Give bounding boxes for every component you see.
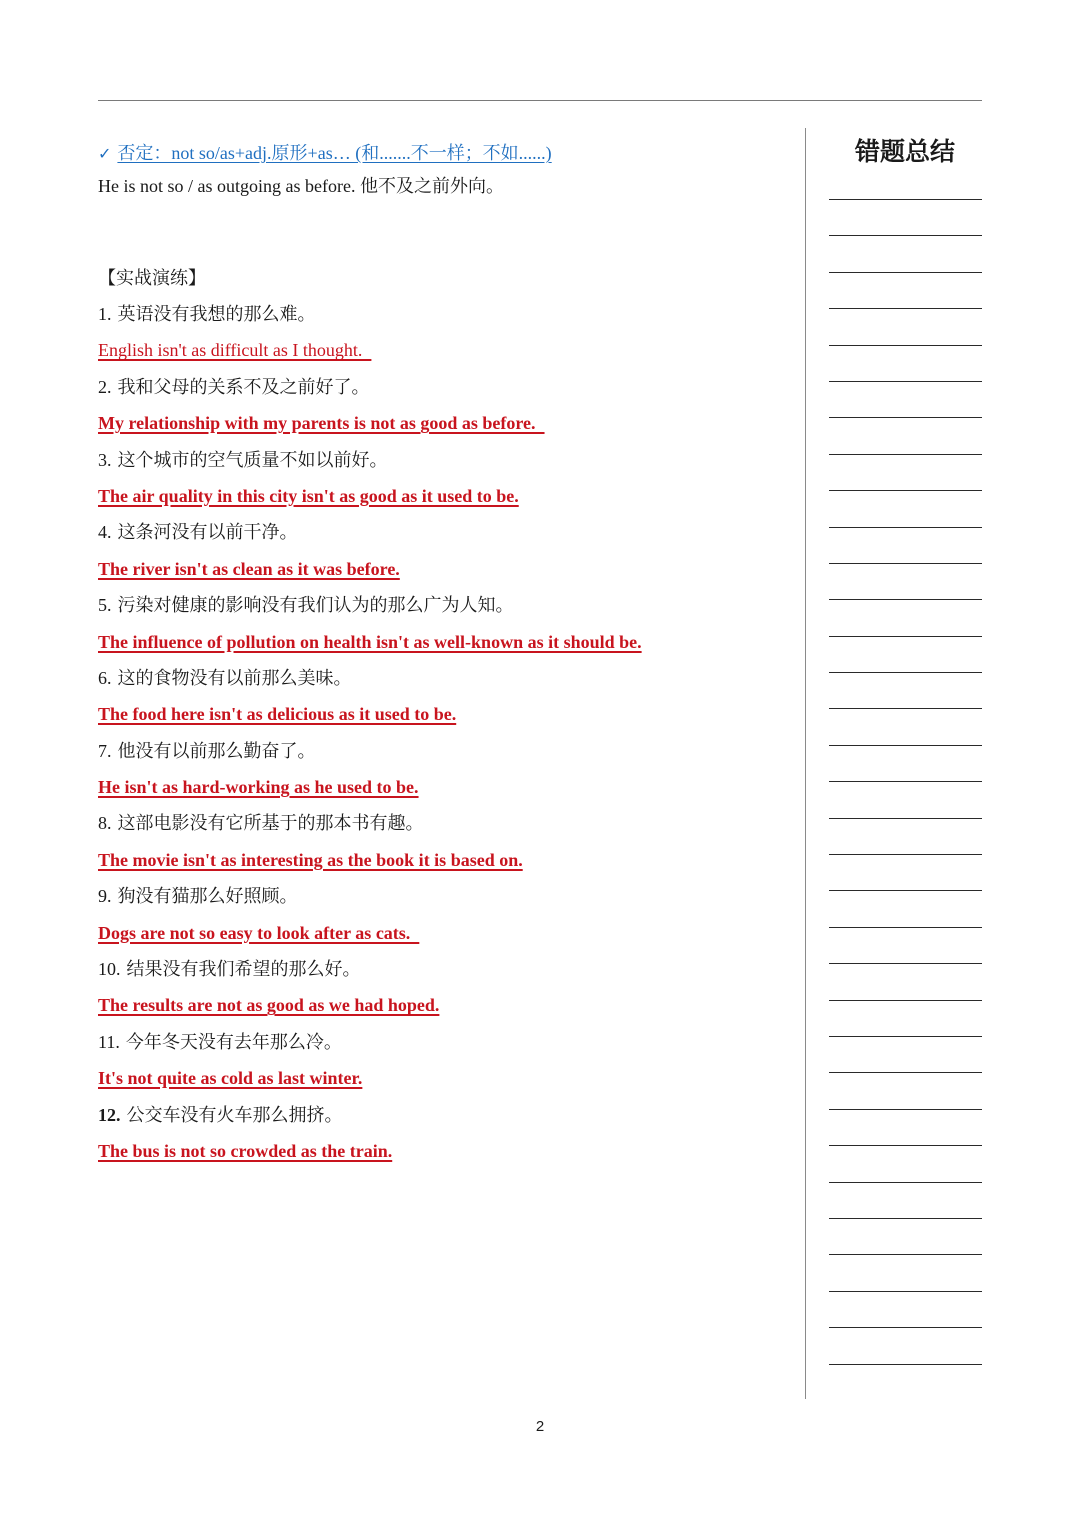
writing-line [829, 1109, 982, 1145]
writing-line [829, 599, 982, 635]
question-2: 2. 我和父母的关系不及之前好了。 [98, 376, 370, 397]
writing-line [829, 345, 982, 381]
writing-line [829, 199, 982, 235]
writing-line [829, 781, 982, 817]
answer-12: The bus is not so crowded as the train. [98, 1140, 393, 1161]
writing-line [829, 963, 982, 999]
writing-line [829, 1072, 982, 1108]
writing-line [829, 636, 982, 672]
answer-7: He isn't as hard-working as he used to be. [98, 777, 419, 798]
question-5: 5. 污染对健康的影响没有我们认为的那么广为人知。 [98, 595, 514, 616]
question-6: 6. 这的食物没有以前那么美味。 [98, 667, 352, 688]
answer-1: English isn't as difficult as I thought. [98, 340, 372, 361]
question-8: 8. 这部电影没有它所基于的那本书有趣。 [98, 813, 424, 834]
writing-line [829, 235, 982, 271]
writing-line [829, 745, 982, 781]
practice-list [98, 296, 788, 1169]
writing-line [829, 1145, 982, 1181]
mistakes-summary-title: 错题总结 [854, 137, 955, 166]
answer-8: The movie isn't as interesting as the book it is based on. [98, 849, 523, 870]
answer-6: The food here isn't as delicious as it used to be. [98, 704, 457, 725]
practice-title: 【实战演练】 [98, 268, 206, 288]
check-icon: ✓ [98, 144, 112, 163]
writing-line [829, 563, 982, 599]
answer-9: Dogs are not so easy to look after as cats. [98, 922, 420, 943]
writing-line [829, 417, 982, 453]
question-12: 12. 公交车没有火车那么拥挤。 [98, 1104, 343, 1125]
writing-line [829, 818, 982, 854]
question-1: 1. 英语没有我想的那么难。 [98, 304, 316, 324]
grammar-rule-heading [98, 138, 788, 168]
writing-line [829, 1036, 982, 1072]
question-11: 11. 今年冬天没有去年那么冷。 [98, 1031, 342, 1052]
writing-line [829, 527, 982, 563]
answer-3: The air quality in this city isn't as good as it used to be. [98, 485, 519, 506]
writing-line [829, 308, 982, 344]
writing-line [829, 272, 982, 308]
answer-2: My relationship with my parents is not as good as before. [98, 413, 545, 434]
writing-line [829, 1182, 982, 1218]
writing-line [829, 1254, 982, 1290]
writing-lines [829, 199, 982, 1400]
writing-line [829, 1291, 982, 1327]
writing-line [829, 1364, 982, 1400]
grammar-rule-text: 否定：not so/as+adj.原形+as… (和.......不一样；不如......) [117, 143, 552, 163]
sidebar-divider [805, 128, 806, 1399]
writing-line [829, 890, 982, 926]
writing-line [829, 454, 982, 490]
header-rule [98, 100, 982, 101]
writing-line [829, 927, 982, 963]
answer-5: The influence of pollution on health isn't as well-known as it should be. [98, 631, 642, 652]
writing-line [829, 854, 982, 890]
writing-line [829, 1000, 982, 1036]
writing-line [829, 1218, 982, 1254]
question-7: 7. 他没有以前那么勤奋了。 [98, 740, 316, 761]
answer-4: The river isn't as clean as it was before. [98, 558, 400, 579]
answer-11: It's not quite as cold as last winter. [98, 1068, 363, 1089]
writing-line [829, 1327, 982, 1363]
writing-line [829, 672, 982, 708]
question-9: 9. 狗没有猫那么好照顾。 [98, 886, 298, 907]
question-4: 4. 这条河没有以前干净。 [98, 522, 298, 543]
main-content [98, 138, 788, 1169]
answer-10: The results are not as good as we had hoped. [98, 995, 440, 1016]
writing-line [829, 381, 982, 417]
page-number: 2 [535, 1418, 545, 1435]
writing-line [829, 708, 982, 744]
question-3: 3. 这个城市的空气质量不如以前好。 [98, 449, 388, 470]
question-10: 10. 结果没有我们希望的那么好。 [98, 959, 361, 980]
writing-line [829, 490, 982, 526]
example-sentence: He is not so / as outgoing as before. 他不及之前外向。 [98, 176, 504, 196]
